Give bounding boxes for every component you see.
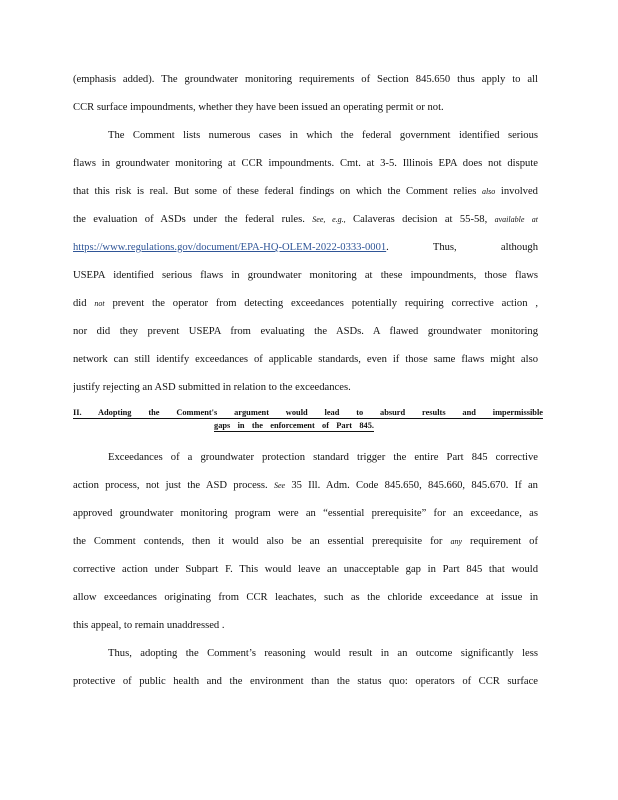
section-heading-continued: gaps in the enforcement of Part 845. [214,421,374,430]
text-line: CCR surface impoundments, whether they have been issued an operating permit or not. [73,102,444,113]
text-line: approved groundwater monitoring program were an “essential prerequisite” for an exceedance, as [73,508,538,519]
emphasis-text: available [494,215,525,224]
text-line: allow exceedances originating from CCR leachates, such as the chloride exceedance at issue in [73,592,538,603]
text-span: Calaveras decision at 55-58, [353,214,488,225]
text-line: (emphasis added). The groundwater monitoring requirements of Section 845.650 thus apply to all [73,74,538,85]
text-line: The Comment lists numerous cases in which the federal government identified serious [108,130,538,141]
text-line: network can still identify exceedances of applicable standards, even if those same flaws might also [73,354,538,365]
text-line [73,297,538,311]
text-line: corrective action under Subpart F. This would leave an unacceptable gap in Part 845 that would [73,564,538,575]
text-span: the evaluation of ASDs under the federal rules. [73,214,305,225]
text-span: that this risk is real. But some of these federal findings on which the Comment relies [73,186,477,197]
text-line: justify rejecting an ASD submitted in relation to the exceedances. [73,382,351,393]
text-line: Thus, adopting the Comment’s reasoning would result in an outcome significantly less [108,648,538,659]
text-span: 35 Ill. Adm. Code 845.650, 845.660, 845.670. If an [291,480,538,491]
text-line [73,479,538,493]
regulations-link[interactable]: https://www.regulations.gov/document/EPA-HQ-OLEM-2022-0333-0001 [73,242,387,253]
text-line: protective of public health and the environment than the status quo: operators of CCR surface [73,676,538,687]
text-line: Exceedances of a groundwater protection standard trigger the entire Part 845 corrective [108,452,538,463]
text-span: prevent the operator from detecting exceedances potentially requiring corrective action , [112,298,538,309]
text-span: . Thus, although [386,242,538,253]
section-heading: II. Adopting the Comment's argument would lead to absurd results and impermissible [73,408,543,417]
text-span: requirement of [470,536,538,547]
emphasis-text: not [94,299,105,308]
text-line [73,535,538,549]
citation-signal: See, e.g., [312,215,346,224]
text-line [73,213,538,227]
text-line [73,185,538,199]
emphasis-text: at [531,215,538,224]
text-line: flaws in groundwater monitoring at CCR impoundments. Cmt. at 3-5. Illinois EPA does not dispute [73,158,538,169]
text-span: did [73,298,87,309]
text-span: involved [500,186,538,197]
citation-signal: See [273,481,286,490]
text-line: USEPA identified serious flaws in groundwater monitoring at these impoundments, those flaws [73,270,538,281]
text-line [73,241,538,255]
text-span: action process, not just the ASD process. [73,480,268,491]
text-line: this appeal, to remain unaddressed . [73,620,225,631]
emphasis-text: any [450,537,462,546]
text-line: nor did they prevent USEPA from evaluating the ASDs. A flawed groundwater monitoring [73,326,538,337]
text-span: the Comment contends, then it would also be an essential prerequisite for [73,536,443,547]
emphasis-text: also [481,187,496,196]
